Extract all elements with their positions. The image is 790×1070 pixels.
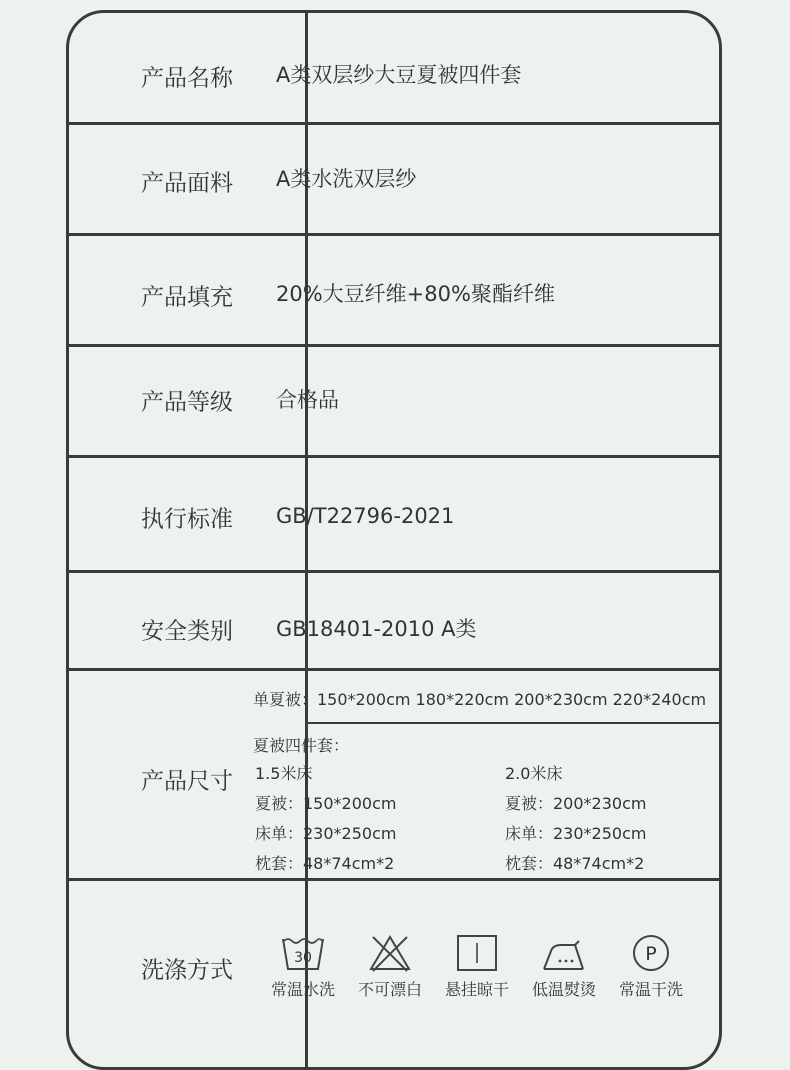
wash-temp-text: 30	[294, 950, 312, 966]
row-value-grade: 合格品	[276, 388, 339, 412]
row-divider	[69, 344, 719, 347]
size-col2-sheet: 床单：230*250cm	[505, 824, 647, 843]
size-col2-pillow: 枕套：48*74cm*2	[505, 854, 645, 873]
size-col1-quilt: 夏被：150*200cm	[255, 794, 397, 813]
dry-clean-letter: P	[645, 943, 657, 965]
product-spec-table	[66, 10, 722, 1070]
no-bleach-icon	[367, 933, 413, 973]
row-label-grade: 产品等级	[141, 389, 233, 416]
row-label-filling: 产品填充	[141, 284, 233, 311]
dry-clean-p-icon	[628, 933, 674, 973]
row-value-name: A类双层纱大豆夏被四件套	[276, 63, 522, 87]
low-iron-icon	[541, 933, 587, 973]
care-item-iron	[522, 933, 606, 1000]
row-value-safety: GB18401-2010 A类	[276, 617, 477, 641]
row-label-fabric: 产品面料	[141, 170, 233, 197]
row-value-standard: GB/T22796-2021	[276, 504, 455, 528]
size-col1-bed: 1.5米床	[255, 764, 313, 783]
row-label-standard: 执行标准	[141, 506, 233, 533]
care-item-dryclean	[609, 933, 693, 1000]
row-divider	[69, 668, 719, 671]
row-value-fabric: A类水洗双层纱	[276, 167, 417, 191]
care-label-wash: 常温水洗	[270, 980, 335, 999]
hang-dry-icon	[454, 933, 500, 973]
row-label-wash: 洗涤方式	[141, 957, 233, 984]
size-col2-bed: 2.0米床	[505, 764, 563, 783]
row-label-name: 产品名称	[141, 65, 233, 92]
row-label-size: 产品尺寸	[141, 768, 233, 795]
row-divider	[69, 233, 719, 236]
size-single: 单夏被：150*200cm 180*220cm 200*230cm 220*240cm	[253, 690, 707, 709]
row-divider	[69, 122, 719, 125]
size-col1-pillow: 枕套：48*74cm*2	[255, 854, 395, 873]
row-divider	[69, 878, 719, 881]
size-col2-quilt: 夏被：200*230cm	[505, 794, 647, 813]
care-item-bleach	[348, 933, 432, 1000]
row-divider	[69, 570, 719, 573]
care-item-wash	[261, 933, 345, 1000]
row-label-safety: 安全类别	[141, 618, 233, 645]
care-label-hang: 悬挂晾干	[444, 980, 509, 999]
size-set-title: 夏被四件套：	[253, 736, 350, 755]
row-value-filling: 20%大豆纤维+80%聚酯纤维	[276, 282, 555, 306]
care-label-bleach: 不可漂白	[357, 980, 422, 999]
row-divider	[69, 455, 719, 458]
care-label-iron: 低温熨烫	[531, 980, 596, 999]
size-subdivider	[307, 722, 722, 724]
size-col1-sheet: 床单：230*250cm	[255, 824, 397, 843]
care-label-dryclean: 常温干洗	[618, 980, 683, 999]
care-item-hang	[435, 933, 519, 1000]
wash-30-icon	[280, 933, 326, 973]
